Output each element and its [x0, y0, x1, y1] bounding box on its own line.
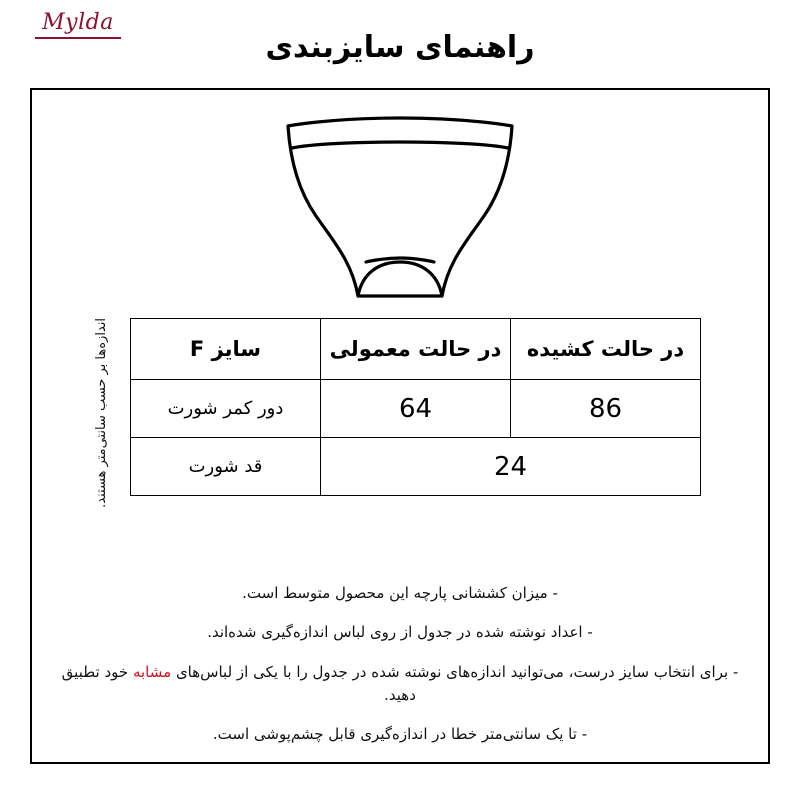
- note-item-highlighted: [60, 661, 740, 708]
- brand-name: Mylda: [42, 10, 114, 35]
- note-text-before: - برای انتخاب سایز درست، می‌توانید اندازه‌های نوشته شده در جدول را با یکی از لباس‌های: [175, 662, 739, 681]
- size-table: [130, 318, 701, 496]
- page-title: راهنمای سایزبندی: [265, 30, 535, 65]
- header-stretched: در حالت کشیده: [511, 319, 701, 380]
- note-highlight: مشابه: [132, 662, 172, 681]
- table-row: [131, 438, 701, 496]
- waist-normal-value: 64: [321, 380, 511, 438]
- note-text-after: خود تطبیق دهید.: [61, 662, 416, 704]
- length-value: 24: [321, 438, 701, 496]
- note-item: - اعداد نوشته شده در جدول از روی لباس اندازه‌گیری شده‌اند.: [207, 623, 593, 642]
- units-note: [86, 318, 116, 588]
- header-size: سایز F: [131, 319, 321, 380]
- header-normal: در حالت معمولی: [321, 319, 511, 380]
- length-row-label: قد شورت: [131, 438, 321, 496]
- waist-stretched-value: 86: [511, 380, 701, 438]
- table-row: [131, 380, 701, 438]
- note-item: - تا یک سانتی‌متر خطا در اندازه‌گیری قابل چشم‌پوشی است.: [212, 725, 588, 743]
- units-note-text: اندازه‌ها بر حسب سانتی‌متر هستند.: [93, 318, 109, 508]
- waist-row-label: دور کمر شورت: [131, 380, 321, 438]
- notes-list: [60, 582, 740, 746]
- briefs-outline-icon: [270, 112, 530, 312]
- table-header-row: [131, 319, 701, 380]
- note-item: - میزان کششانی پارچه این محصول متوسط است.: [242, 584, 558, 602]
